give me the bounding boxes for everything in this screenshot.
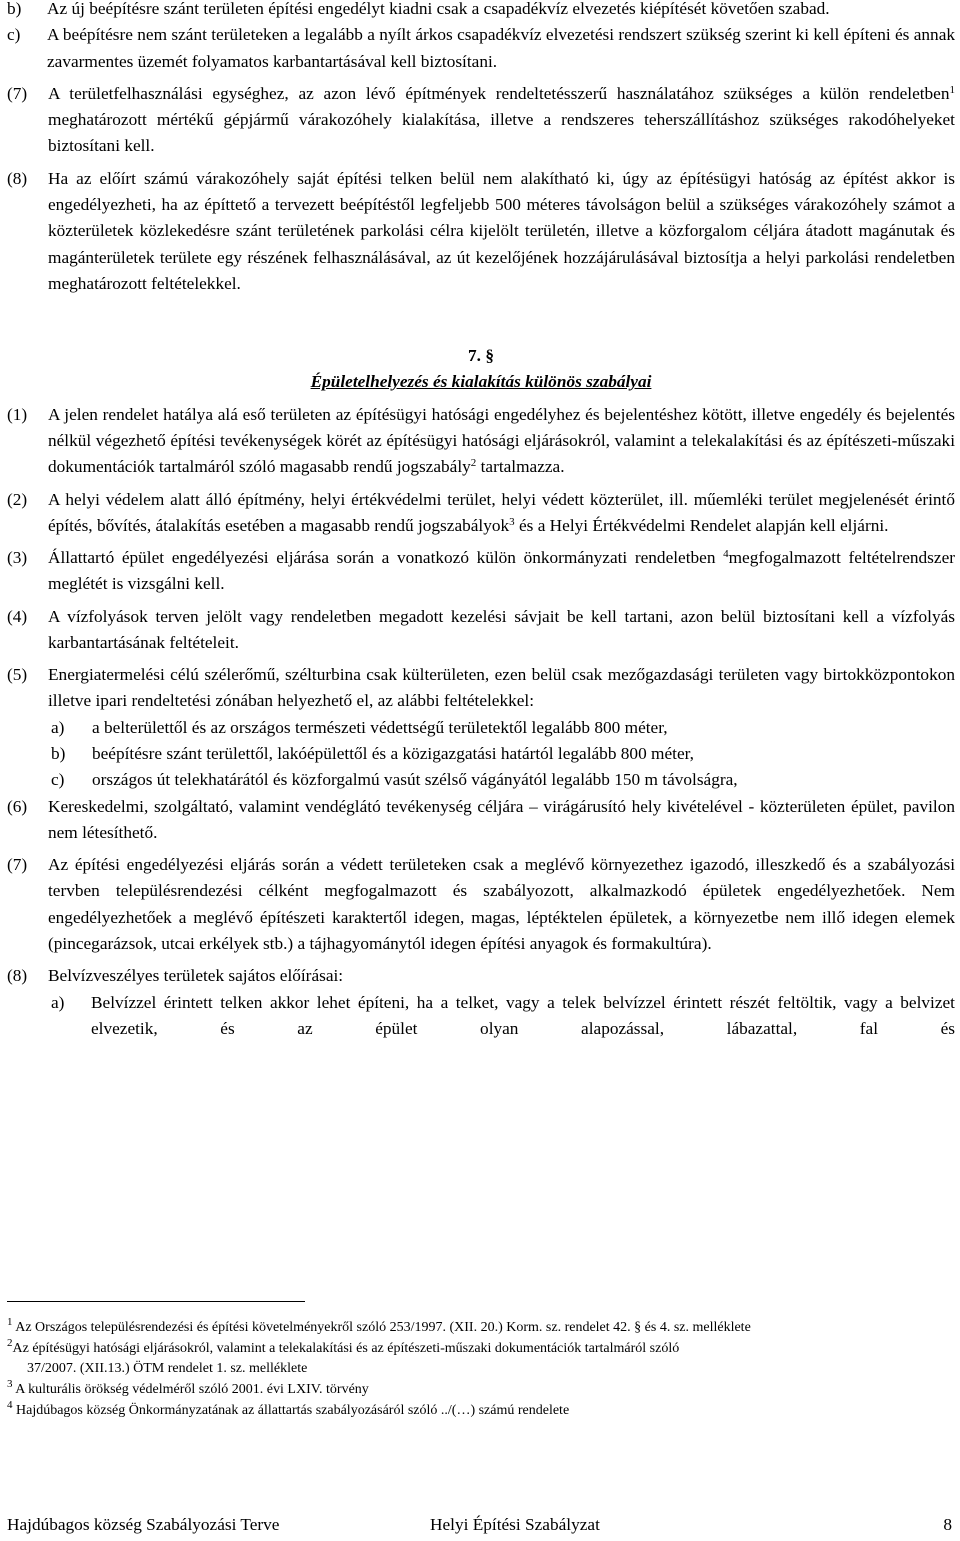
paragraph-text: Energiatermelési célú szélerőmű, szélturbina csak külterületen, ezen belül csak mezőgazdasági területen vagy birtokközpontokon illetve ipari rendeltetési zónában helyezhető el, az alábbi feltételekkel: — [48, 665, 955, 711]
footnote-text-continued: 37/2007. (XII.13.) ÖTM rendelet 1. sz. melléklete — [27, 1361, 308, 1377]
footnote-text: A kulturális örökség védelméről szóló 2001. évi LXIV. törvény — [12, 1382, 369, 1398]
footnote-number: 3 — [7, 1378, 13, 1391]
text-part: A helyi védelem alatt álló építmény, helyi értékvédelmi terület, helyi védett közterület, ill. műemléki terület megjelenését érintő építés, bővítés, átalakítás esetében a magasabb rendű jogszabályok — [48, 489, 955, 535]
item-text: Belvízzel érintett telken akkor lehet építeni, ha a telket, vagy a telek belvízzel érintett részét feltöltik, vagy a belvizet elvezetik, és az épület olyan alapozással, lábazattal, fal és — [91, 992, 955, 1038]
paragraph-label: (3) — [7, 548, 28, 568]
footnote-number: 4 — [7, 1398, 13, 1411]
page-footer — [7, 1512, 952, 1538]
section-symbol: § — [485, 346, 494, 366]
section-paragraph-5 — [7, 662, 955, 715]
section-paragraph-2 — [7, 487, 955, 540]
item-text: országos út telekhatárától és közforgalmú vasút szélső vágányától legalább 150 m távolságra, — [92, 770, 738, 790]
paragraph-text — [48, 81, 955, 160]
item-label: a) — [51, 717, 65, 737]
item-label: c) — [7, 25, 21, 45]
footnote-ref: 2 — [470, 457, 477, 470]
footer-document-title: Hajdúbagos község Szabályozási Terve — [7, 1515, 280, 1534]
footnote-ref: 3 — [509, 515, 515, 528]
text-part: és a Helyi Értékvédelmi Rendelet alapján kell eljárni. — [514, 515, 889, 535]
item-text: beépítésre szánt területtől, lakóépülettől és a közigazgatási határtól legalább 800 méter, — [92, 744, 694, 764]
list-item — [51, 990, 955, 1043]
footnote-text: Az Országos településrendezési és építési követelményekről szóló 253/1997. (XII. 20.) Korm. sz. rendelet 42. § és 4. sz. melléklete — [12, 1320, 751, 1335]
footnotes — [7, 1318, 940, 1422]
page-body — [7, 0, 955, 1042]
page-number: 8 — [943, 1515, 952, 1534]
footnote-number: 2 — [7, 1336, 13, 1349]
list-item — [51, 767, 955, 793]
paragraph-label: (6) — [7, 796, 28, 816]
footer-section-title: Helyi Építési Szabályzat — [430, 1515, 600, 1534]
footnote — [7, 1318, 940, 1339]
item-text: a belterülettől és az országos természeti védettségű területektől legalább 800 méter, — [92, 717, 668, 737]
item-label: c) — [51, 770, 65, 790]
list-item — [51, 715, 955, 741]
section-title: Épületelhelyezés és kialakítás különös szabályai — [310, 372, 652, 392]
item-text: A beépítésre nem szánt területeken a legalább a nyílt árkos csapadékvíz elvezetési rendszert szükség szerint ki kell építeni és annak zavarmentes üzemét folyamatos karbantartásával kell biztosítani. — [47, 25, 955, 71]
text-part: meghatározott mértékű gépjármű várakozóhely kialakítása, illetve a rendszeres teherszállításhoz szükséges rakodóhelyeket biztosítani kell. — [48, 110, 955, 156]
footnote-ref: 4 — [723, 548, 729, 561]
section-num: 7. — [468, 346, 481, 366]
item-text: Az új beépítésre szánt területen építési engedélyt kiadni csak a csapadékvíz elvezetés kiépítését követően szabad. — [47, 0, 830, 18]
footnote — [7, 1398, 940, 1422]
paragraph-text — [48, 402, 955, 481]
item-label: a) — [51, 992, 65, 1012]
item-label: b) — [7, 0, 22, 18]
item-b — [7, 0, 955, 22]
footnote-number: 1 — [7, 1316, 13, 1328]
paragraph-text — [48, 545, 955, 598]
paragraph-label: (8) — [7, 966, 28, 986]
paragraph-label: (7) — [7, 83, 28, 103]
footnote — [7, 1380, 940, 1401]
item-c — [7, 22, 955, 75]
footnote-text: Hajdúbagos község Önkormányzatának az állattartás szabályozásáról szóló ../(…) számú rendelete — [12, 1402, 570, 1418]
item-label: b) — [51, 744, 66, 764]
section-paragraph-8 — [7, 963, 955, 989]
paragraph-label: (4) — [7, 606, 28, 626]
paragraph-label: (8) — [7, 168, 28, 188]
section-paragraph-3 — [7, 545, 955, 598]
text-part: A jelen rendelet hatálya alá eső területen az építésügyi hatósági engedélyhez és bejelentéshez kötött, illetve engedély és bejelentés nélkül végezhető építési tevékenységek körét az építésügyi hatósági eljárásokról, valamint a telekalakítási és az építészeti-műszaki dokumentációk tartalmáról szóló magasabb rendű jogszabály — [48, 404, 955, 477]
section-paragraph-7 — [7, 852, 955, 957]
section-paragraph-4 — [7, 604, 955, 657]
text-part: A területfelhasználási egységhez, az azon lévő építmények rendeltetésszerű használatához szükséges a külön rendeletben — [48, 83, 950, 103]
paragraph-8 — [7, 166, 955, 297]
text-part: megfogalmazott feltételrendszer meglétét is vizsgálni kell. — [48, 548, 956, 594]
section-number — [7, 343, 955, 369]
paragraph-label: (7) — [7, 855, 28, 875]
text-part: tartalmazza. — [476, 457, 565, 477]
footnote-divider — [7, 1301, 305, 1302]
paragraph-label: (2) — [7, 489, 28, 509]
section-paragraph-1 — [7, 402, 955, 481]
section-paragraph-6 — [7, 794, 955, 847]
paragraph-7 — [7, 81, 955, 160]
footnote — [7, 1336, 940, 1380]
footnote-ref: 1 — [949, 83, 955, 96]
text-part: Állattartó épület engedélyezési eljárása során a vonatkozó külön önkormányzati rendeletben — [48, 548, 724, 568]
paragraph-label: (5) — [7, 665, 28, 685]
footnote-text: Az építésügyi hatósági eljárásokról, valamint a telekalakítási és az építészeti-műszaki dokumentációk tartalmáról szóló — [12, 1340, 680, 1356]
paragraph-text: Kereskedelmi, szolgáltató, valamint vendéglátó tevékenység céljára – virágárusító hely kivételével - közterületen épület, pavilon nem létesíthető. — [48, 796, 955, 842]
paragraph-text: Belvízveszélyes területek sajátos előírásai: — [48, 966, 344, 986]
paragraph-text: A vízfolyások terven jelölt vagy rendeletben megadott kezelési sávjait be kell tartani, azon belül biztosítani kell a vízfolyás karbantartásának feltételeit. — [48, 606, 955, 652]
list-item — [51, 741, 955, 767]
paragraph-text: Ha az előírt számú várakozóhely saját építési telken belül nem alakítható ki, úgy az építésügyi hatóság az építést akkor is engedélyezheti, ha az építtető a tervezett beépítéstől legfeljebb 500 méteres távolságon belül a szükséges várakozóhely számot a közterületek közlekedésre szánt területének parkolási célra kijelölt területén, illetve a közforgalom céljára átadott magánutak és magánterületek területe egy részének felhasználásával, az út kezelőjének hozzájárulásával biztosítja a helyi parkolási rendeletben meghatározott feltételekkel. — [48, 168, 955, 293]
paragraph-text — [48, 487, 955, 540]
paragraph-label: (1) — [7, 404, 28, 424]
paragraph-text: Az építési engedélyezési eljárás során a védett területeken csak a meglévő környezethez igazodó, illeszkedő és a szabályozási tervben településrendezési célként megfogalmazott és szabályozott, alkalmazkodó épületek engedélyezhetőek. Nem engedélyezhetőek a meglévő építészeti karaktertől idegen, magas, léptéktelen épületek, a környezetbe nem illő idegen elemek (pincegarázsok, utcai erkélyek stb.) a tájhagyománytól idegen építési anyagok és formakultúra). — [48, 855, 955, 953]
